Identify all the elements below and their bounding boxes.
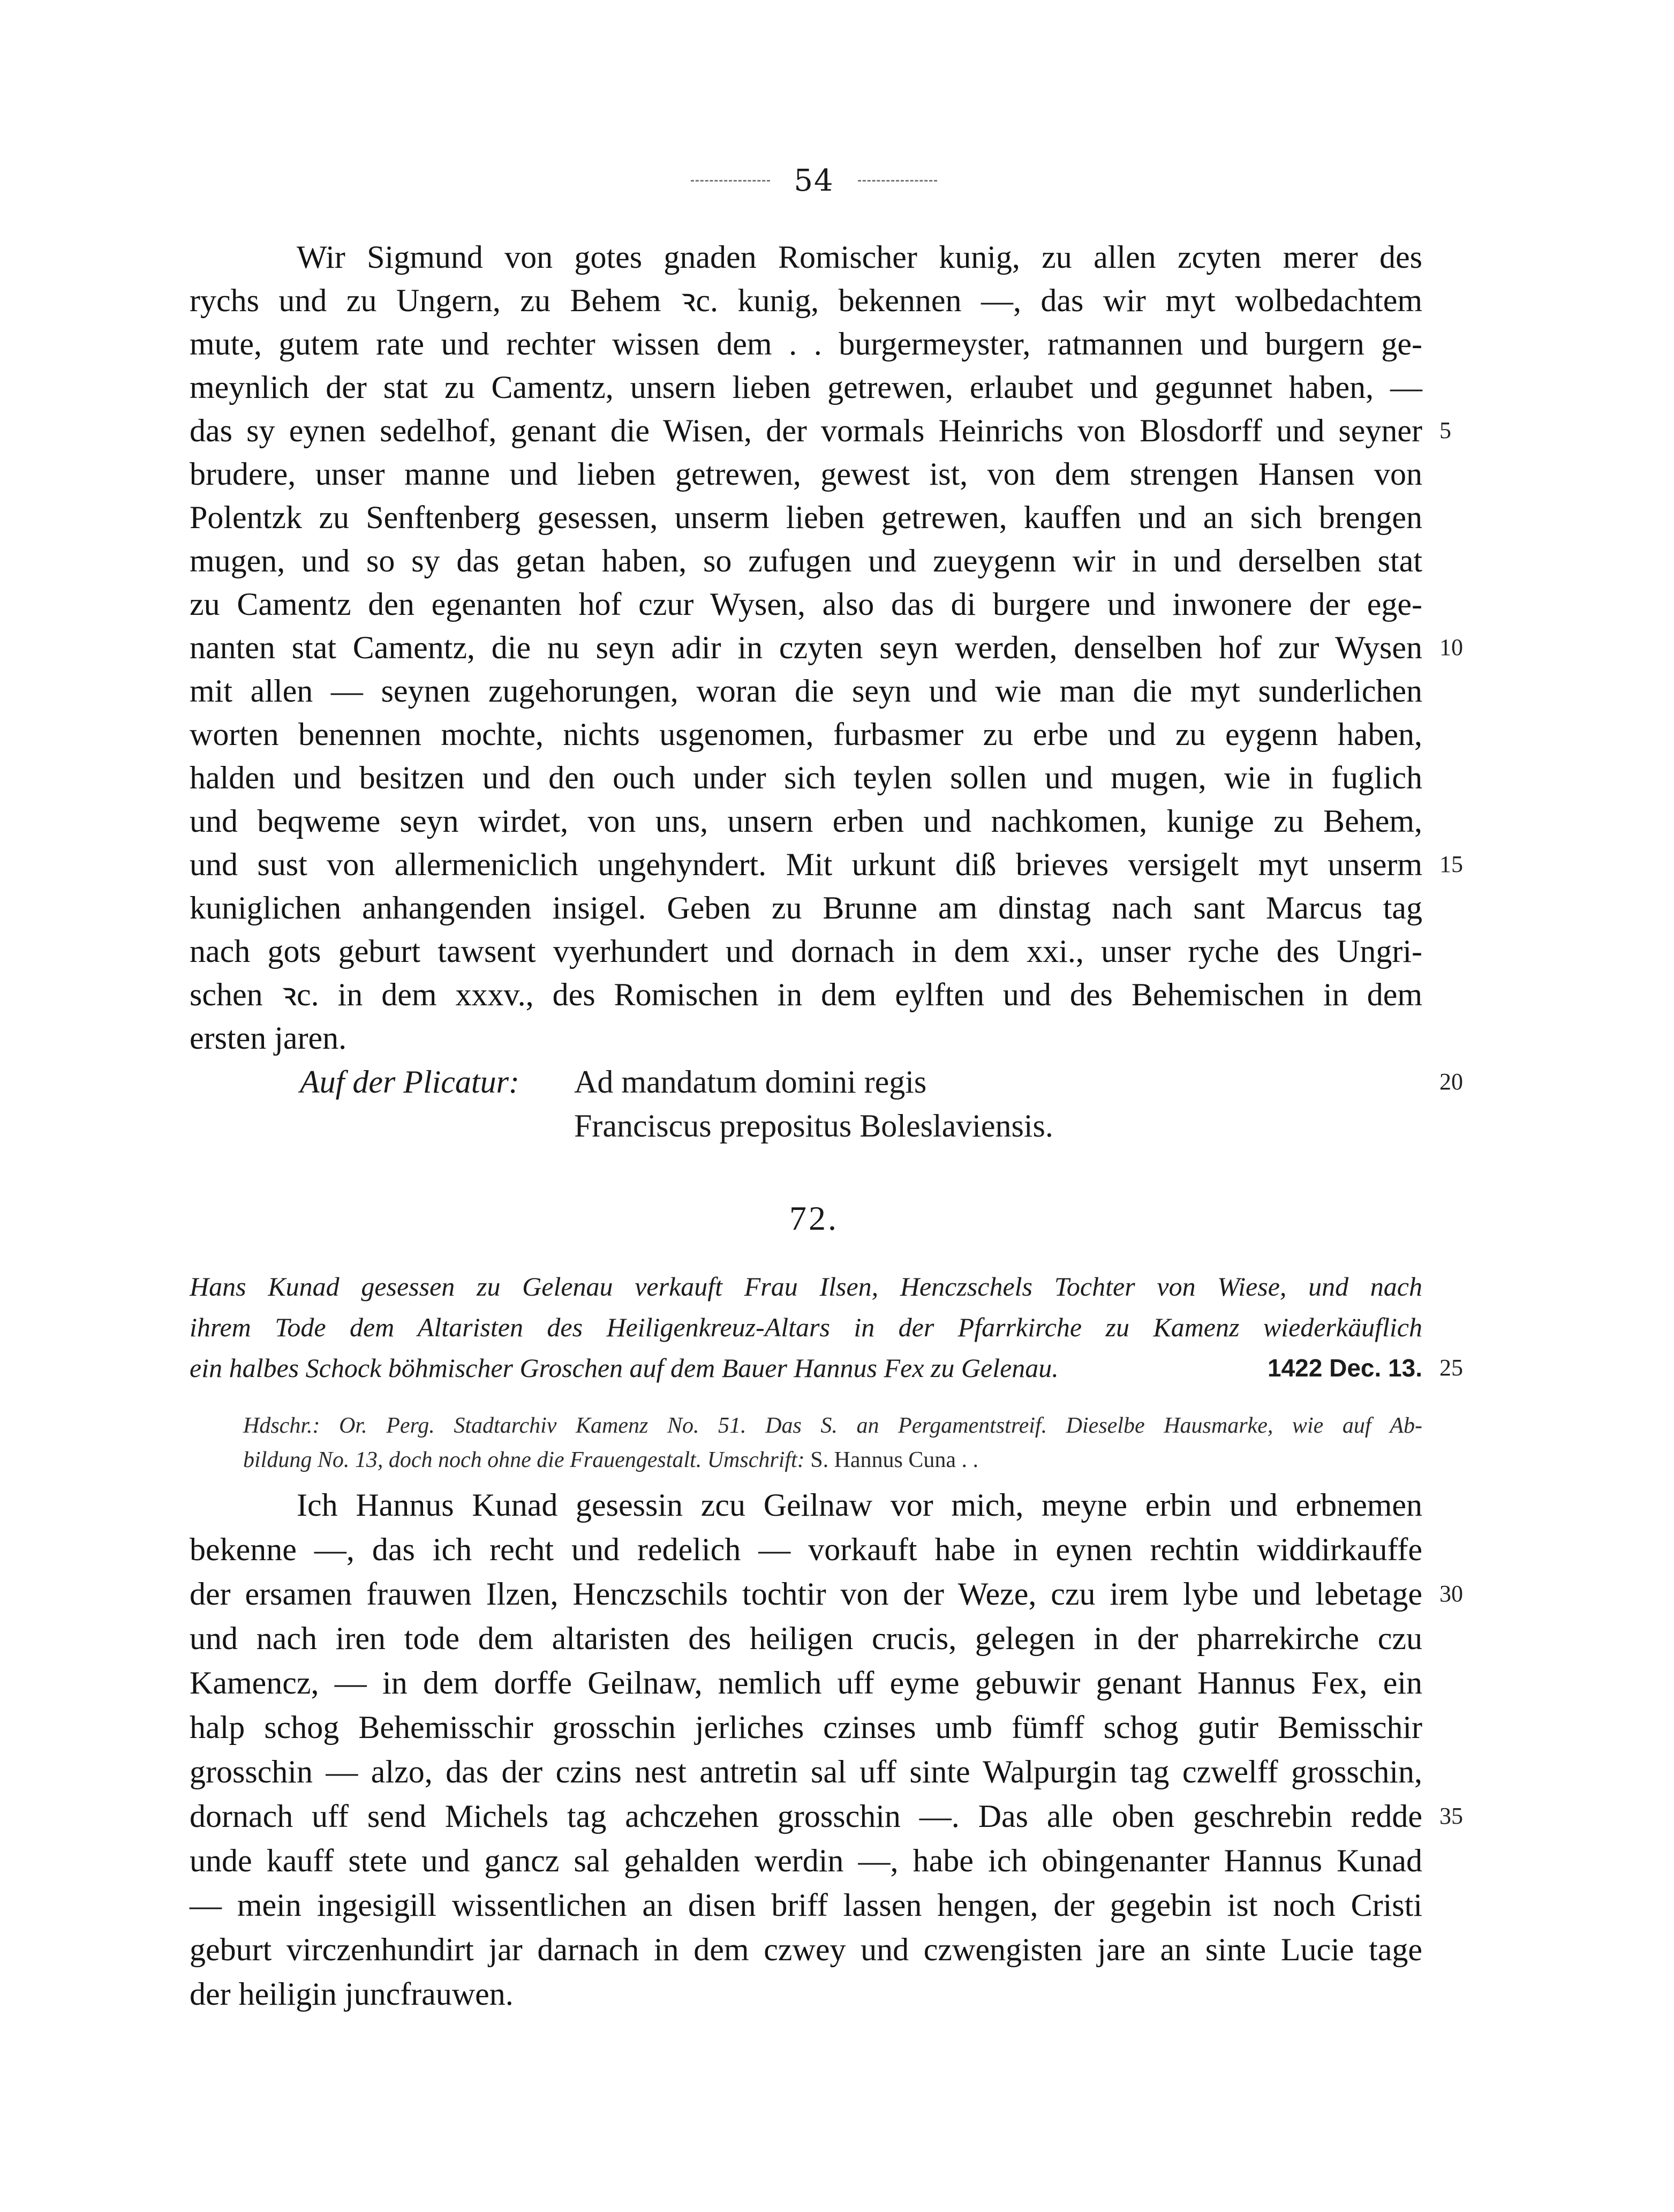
text-line: worten benennen mochte, nichts usgenomen, furbasmer zu erbe und zu eygenn haben,	[190, 717, 1422, 752]
text-line: rychs und zu Ungern, zu Behem ꝛc. kunig, bekennen —, das wir myt wolbedachtem	[190, 283, 1422, 318]
document-number: 72.	[789, 1199, 839, 1237]
header-rule-right	[858, 180, 937, 182]
text-line: halp schog Behemisschir grosschin jerliches czinses umb fümff schog gutir Bemisschir	[190, 1710, 1422, 1745]
line-number: 25	[1439, 1355, 1463, 1381]
text-line: der heiligin juncfrauwen.	[190, 1976, 514, 2012]
page-number: 54	[794, 163, 834, 198]
text-line: Ich Hannus Kunad gesessin zcu Geilnaw vor mich, meyne erbin und erbnemen	[297, 1487, 1422, 1523]
note-line-italic: bildung No. 13, doch noch ohne die Frauengestalt. Umschrift:	[243, 1448, 805, 1472]
plicatur-line-1: Ad mandatum domini regis	[574, 1064, 927, 1100]
line-number: 30	[1439, 1581, 1463, 1607]
note-line-upright: S. Hannus Cuna . .	[810, 1448, 979, 1472]
text-line: ersten jaren.	[190, 1020, 347, 1056]
text-line: mugen, und so sy das getan haben, so zufugen und zueygenn wir in und derselben stat	[190, 543, 1422, 578]
regest-line: ein halbes Schock böhmischer Groschen auf dem Bauer Hannus Fex zu Gelenau.	[190, 1353, 1059, 1383]
text-line: kuniglichen anhangenden insigel. Geben zu Brunne am dinstag nach sant Marcus tag	[190, 890, 1422, 926]
line-number: 20	[1439, 1069, 1463, 1095]
text-line: der ersamen frauwen Ilzen, Henczschils tochtir von der Weze, czu irem lybe und lebetage	[190, 1576, 1422, 1612]
page-header	[589, 156, 1039, 205]
line-number: 35	[1439, 1803, 1463, 1829]
text-line: und sust von allermeniclich ungehyndert. Mit urkunt diß brieves versigelt myt unserm	[190, 847, 1422, 882]
text-line: geburt virczenhundirt jar darnach in dem czwey und czwengisten jare an sinte Lucie tage	[190, 1932, 1422, 1967]
text-line: — mein ingesigill wissentlichen an disen briff lassen hengen, der gegebin ist noch Cristi	[190, 1887, 1422, 1923]
plicatur-label: Auf der Plicatur:	[300, 1064, 519, 1100]
text-line: mute, gutem rate und rechter wissen dem . . burgermeyster, ratmannen und burgern ge-	[190, 326, 1422, 362]
text-line: Wir Sigmund von gotes gnaden Romischer kunig, zu allen zcyten merer des	[297, 239, 1422, 275]
text-line: brudere, unser manne und lieben getrewen, gewest ist, von dem strengen Hansen von	[190, 456, 1422, 492]
text-line: zu Camentz den egenanten hof czur Wysen, also das di burgere und inwonere der ege-	[190, 586, 1422, 622]
line-number: 5	[1439, 417, 1451, 443]
line-number: 10	[1439, 634, 1463, 660]
text-line: unde kauff stete und gancz sal gehalden werdin —, habe ich obingenanter Hannus Kunad	[190, 1843, 1422, 1878]
text-line: schen ꝛc. in dem xxxv., des Romischen in dem eylften und des Behemischen in dem	[190, 977, 1422, 1012]
text-line: Kamencz, — in dem dorffe Geilnaw, nemlich uff eyme gebuwir genant Hannus Fex, ein	[190, 1665, 1422, 1701]
text-line: halden und besitzen und den ouch under sich teylen sollen und mugen, wie in fuglich	[190, 760, 1422, 795]
text-line: und nach iren tode dem altaristen des heiligen crucis, gelegen in der pharrekirche czu	[190, 1621, 1422, 1656]
text-line: das sy eynen sedelhof, genant die Wisen, der vormals Heinrichs von Blosdorff und seyner	[190, 413, 1422, 448]
document-date: 1422 Dec. 13.	[1267, 1354, 1422, 1382]
header-rule-left	[691, 180, 770, 182]
text-line: nanten stat Camentz, die nu seyn adir in czyten seyn werden, denselben hof zur Wysen	[190, 630, 1422, 665]
text-line: mit allen — seynen zugehorungen, woran die seyn und wie man die myt sunderlichen	[190, 673, 1422, 709]
text-line: bekenne —, das ich recht und redelich — vorkauft habe in eynen rechtin widdirkauffe	[190, 1532, 1422, 1567]
line-number: 15	[1439, 851, 1463, 877]
text-line: grosschin — alzo, das der czins nest antretin sal uff sinte Walpurgin tag czwelff grosschin,	[190, 1754, 1422, 1789]
text-line: und beqweme seyn wirdet, von uns, unsern erben und nachkomen, kunige zu Behem,	[190, 803, 1422, 839]
text-line: Polentzk zu Senftenberg gesessen, unserm lieben getrewen, kauffen und an sich brengen	[190, 500, 1422, 535]
text-line: nach gots geburt tawsent vyerhundert und dornach in dem xxi., unser ryche des Ungri-	[190, 934, 1422, 969]
regest-line: Hans Kunad gesessen zu Gelenau verkauft Frau Ilsen, Henczschels Tochter von Wiese, und nach	[190, 1271, 1422, 1301]
note-line	[243, 1443, 1422, 1477]
plicatur-line-2: Franciscus prepositus Boleslaviensis.	[574, 1108, 1053, 1143]
regest-line: ihrem Tode dem Altaristen des Heiligenkreuz-Altars in der Pfarrkirche zu Kamenz wiederkäuflich	[190, 1312, 1422, 1342]
note-line: Hdschr.: Or. Perg. Stadtarchiv Kamenz No. 51. Das S. an Pergamentstreif. Dieselbe Hausmarke, wie auf Ab-	[243, 1413, 1422, 1438]
text-line: dornach uff send Michels tag achczehen grosschin —. Das alle oben geschrebin redde	[190, 1799, 1422, 1834]
text-line: meynlich der stat zu Camentz, unsern lieben getrewen, erlaubet und gegunnet haben, —	[190, 370, 1422, 405]
